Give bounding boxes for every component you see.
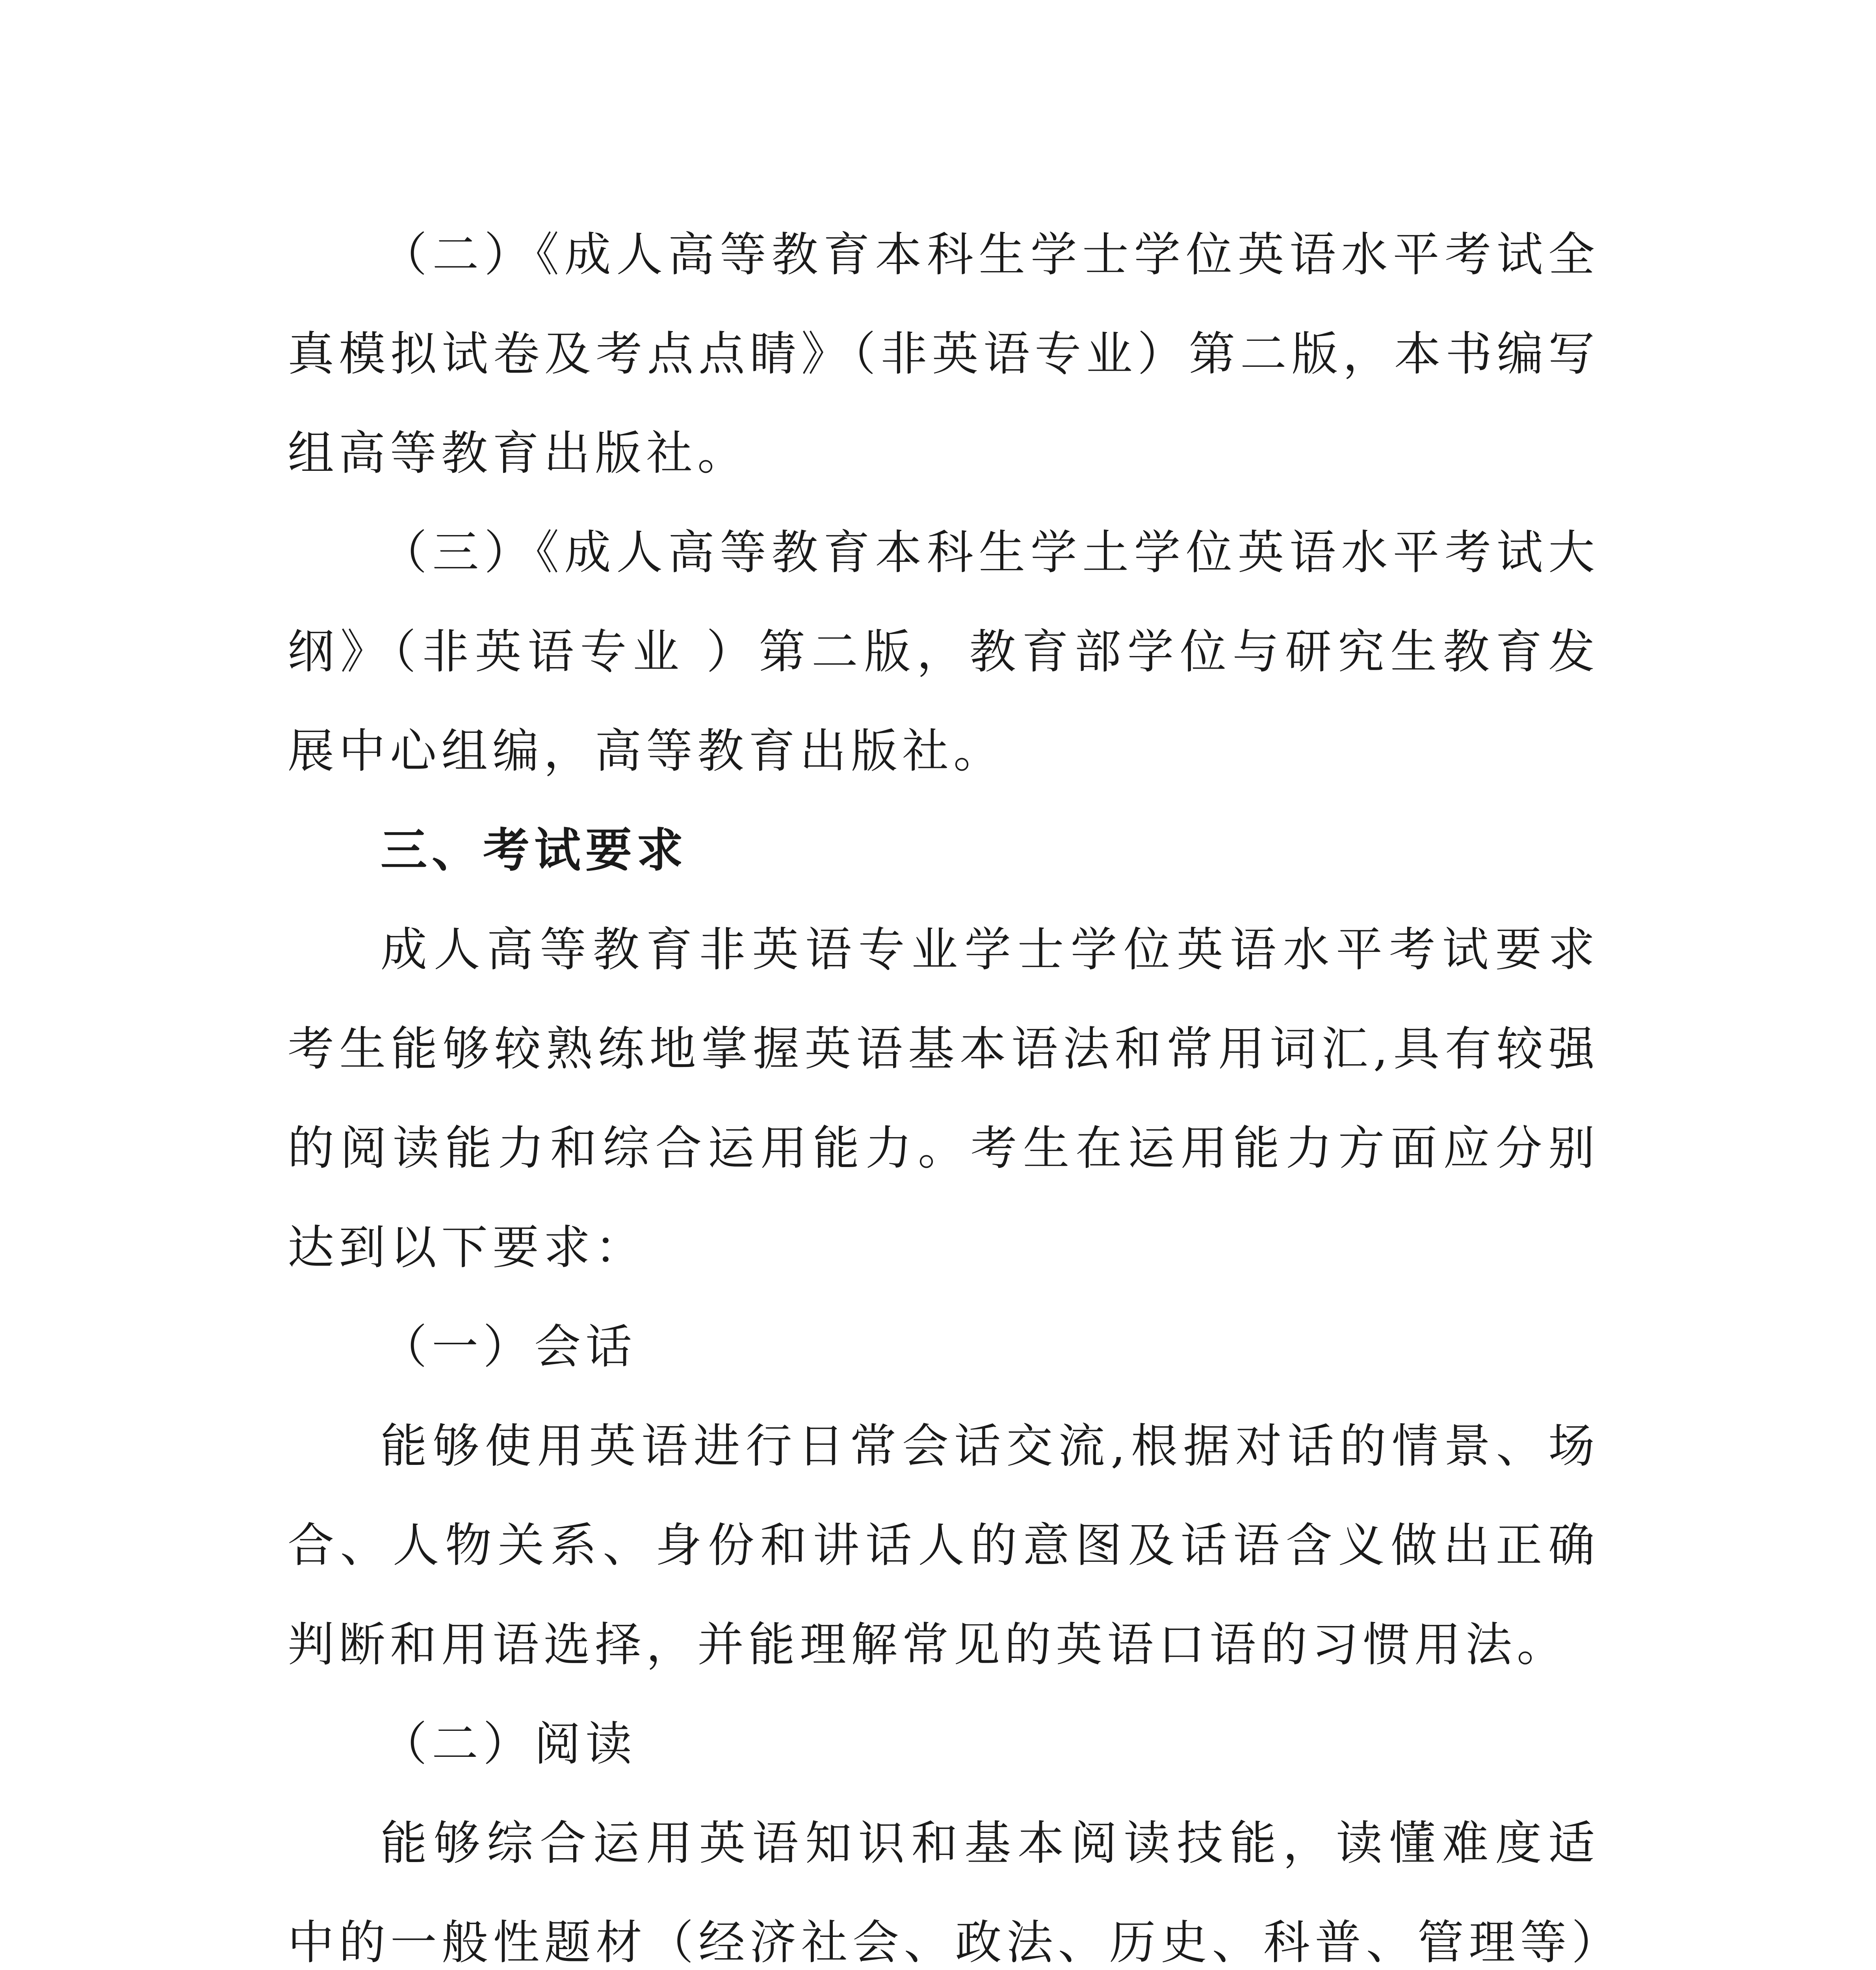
reference-item-2: （二）《成人高等教育本科生学士学位英语水平考试全真模拟试卷及考点点睛》（非英语专业）第二版，本书编写组高等教育出版社。 (288, 227, 1599, 480)
subsection-heading-reading: （二）阅读 (381, 1717, 637, 1771)
requirements-intro-paragraph: 成人高等教育非英语专业学士学位英语水平考试要求考生能够较熟练地掌握英语基本语法和常用词汇,具有较强的阅读能力和综合运用能力。考生在运用能力方面应分别达到以下要求： (288, 922, 1599, 1275)
reading-paragraph: 能够综合运用英语知识和基本阅读技能，读懂难度适中的一般性题材（经济社会、政法、历史、科普、管理等） (288, 1816, 1599, 1970)
conversation-paragraph: 能够使用英语进行日常会话交流,根据对话的情景、场合、人物关系、身份和讲话人的意图及话语含义做出正确判断和用语选择，并能理解常见的英语口语的习惯用法。 (288, 1419, 1599, 1672)
subsection-heading-conversation: （一）会话 (381, 1320, 637, 1374)
document-body (288, 205, 1599, 1970)
section-heading-exam-requirements: 三、考试要求 (381, 823, 688, 877)
reference-item-3: （三）《成人高等教育本科生学土学位英语水平考试大纲》（非英语专业 ）第二版，教育部学位与研究生教育发展中心组编，高等教育出版社。 (288, 525, 1599, 778)
